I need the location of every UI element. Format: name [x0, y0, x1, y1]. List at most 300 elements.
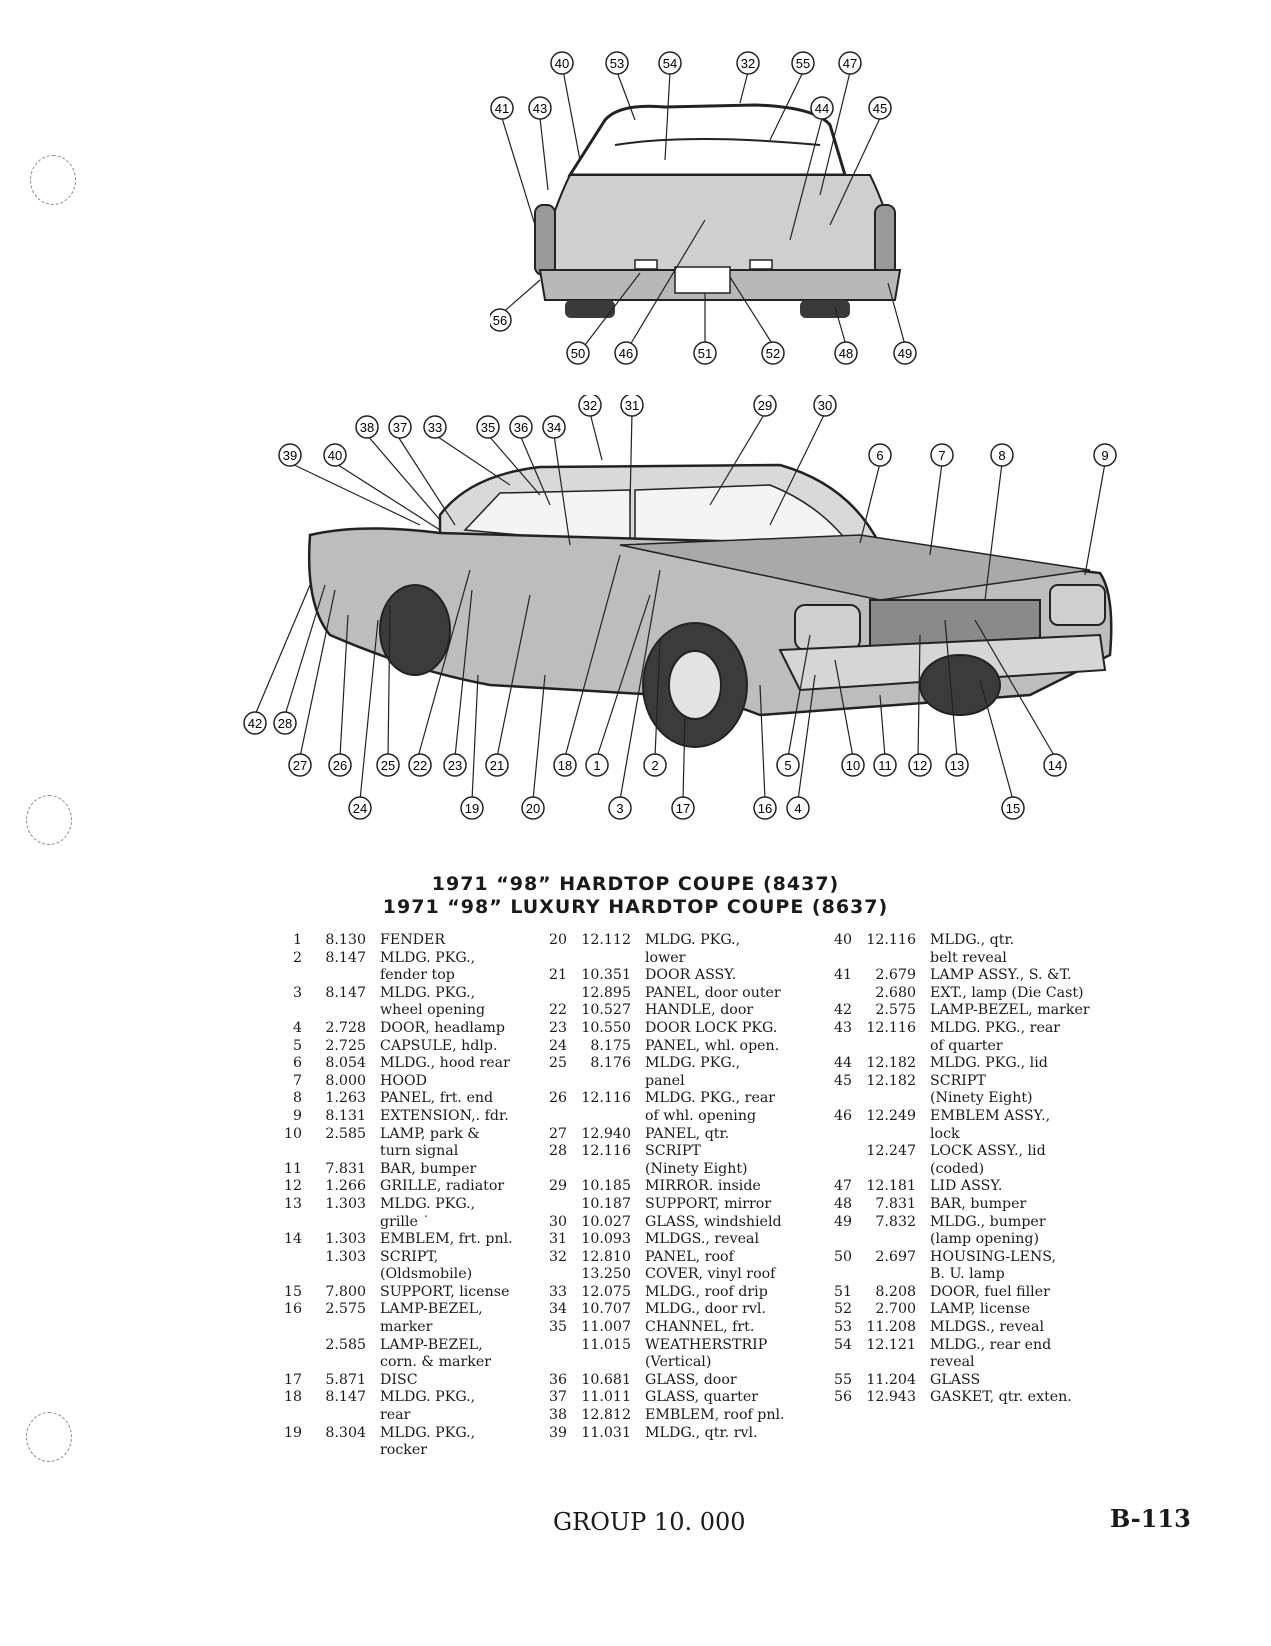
parts-list-item	[280, 950, 530, 985]
part-group-code: 12.182	[866, 1055, 916, 1072]
part-description: SUPPORT, license	[380, 1283, 510, 1300]
parts-list-item	[280, 1090, 530, 1108]
part-group-code: 2.585	[325, 1336, 366, 1353]
callout-53	[606, 52, 628, 74]
part-ref-number: 30	[548, 1213, 567, 1230]
part-description-continued: (Vertical)	[645, 1354, 712, 1371]
svg-text:32: 32	[740, 56, 756, 71]
page-number: B-113	[1110, 1504, 1191, 1533]
callout-39	[279, 444, 301, 466]
callout-14	[1044, 754, 1066, 776]
part-group-code: 2.679	[875, 967, 916, 984]
part-group-code: 11.011	[581, 1389, 631, 1406]
parts-list-item	[830, 1337, 1130, 1372]
callout-34	[543, 416, 565, 438]
part-group-code: 12.075	[581, 1283, 631, 1300]
callout-48	[835, 342, 857, 364]
parts-column-2	[545, 932, 815, 1442]
callout-15	[1002, 797, 1024, 819]
callout-43	[529, 97, 551, 119]
front-view-diagram	[240, 395, 1140, 855]
part-ref-number: 49	[833, 1213, 852, 1230]
parts-list-item	[280, 1020, 530, 1038]
svg-text:56: 56	[492, 313, 508, 328]
svg-text:39: 39	[282, 448, 298, 463]
svg-text:12: 12	[912, 758, 928, 773]
punch-hole-middle	[26, 795, 72, 845]
callout-4	[787, 797, 809, 819]
parts-list-item	[280, 1073, 530, 1091]
part-description: GLASS	[930, 1371, 981, 1388]
svg-text:4: 4	[794, 801, 802, 816]
part-ref-number: 53	[833, 1319, 852, 1336]
callout-49	[894, 342, 916, 364]
part-group-code: 2.700	[875, 1301, 916, 1318]
parts-list-item	[280, 932, 530, 950]
part-group-code: 8.054	[325, 1055, 366, 1072]
part-group-code: 2.725	[325, 1037, 366, 1054]
part-group-code: 10.550	[581, 1019, 631, 1036]
part-ref-number: 24	[548, 1037, 567, 1054]
part-group-code: 2.575	[875, 1002, 916, 1019]
parts-list-item	[545, 1425, 815, 1443]
part-group-code: 12.247	[866, 1143, 916, 1160]
part-description: SCRIPT	[645, 1143, 701, 1160]
svg-text:35: 35	[480, 420, 496, 435]
svg-text:40: 40	[327, 448, 343, 463]
part-description: GLASS, door	[645, 1371, 737, 1388]
callout-8	[991, 444, 1013, 466]
callout-52	[762, 342, 784, 364]
part-ref-number: 1	[292, 932, 302, 948]
part-description: LAMP, license	[930, 1301, 1031, 1318]
part-group-code: 12.116	[581, 1090, 631, 1107]
part-ref-number: 36	[548, 1371, 567, 1388]
svg-text:38: 38	[359, 420, 375, 435]
part-ref-number: 46	[833, 1107, 852, 1124]
part-description-continued: panel	[645, 1072, 685, 1089]
part-description: MLDG. PKG., lid	[930, 1055, 1048, 1072]
svg-text:55: 55	[795, 56, 811, 71]
parts-list-item	[280, 1178, 530, 1196]
part-description: LID ASSY.	[930, 1178, 1003, 1195]
parts-list-item	[280, 1108, 530, 1126]
part-group-code: 11.208	[866, 1319, 916, 1336]
callout-51	[694, 342, 716, 364]
svg-text:40: 40	[554, 56, 570, 71]
part-description: GASKET, qtr. exten.	[930, 1389, 1072, 1406]
part-description-continued: (Ninety Eight)	[645, 1160, 748, 1177]
rear-view-diagram	[490, 45, 950, 375]
part-group-code: 12.249	[866, 1107, 916, 1124]
part-ref-number: 47	[833, 1178, 852, 1195]
part-description: EMBLEM, roof pnl.	[645, 1407, 785, 1424]
part-description-continued: (lamp opening)	[930, 1231, 1040, 1248]
parts-list-item	[280, 1249, 530, 1284]
part-ref-number: 4	[292, 1019, 302, 1036]
part-description-continued: of whl. opening	[645, 1107, 757, 1124]
parts-list-item	[545, 1214, 815, 1232]
part-description: DOOR, headlamp	[380, 1019, 505, 1036]
callout-31	[621, 395, 643, 416]
parts-list-item	[280, 1055, 530, 1073]
part-description-continued: rear	[380, 1407, 411, 1424]
parts-list-item	[830, 967, 1130, 985]
callout-47	[839, 52, 861, 74]
part-group-code: 1.303	[325, 1231, 366, 1248]
svg-text:47: 47	[842, 56, 858, 71]
part-group-code: 2.697	[875, 1248, 916, 1265]
svg-text:37: 37	[392, 420, 408, 435]
callout-35	[477, 416, 499, 438]
part-description: MLDG., bumper	[930, 1213, 1046, 1230]
part-description: EMBLEM ASSY.,	[930, 1107, 1051, 1124]
parts-list-item	[280, 1372, 530, 1390]
svg-text:19: 19	[464, 801, 480, 816]
svg-text:34: 34	[546, 420, 562, 435]
parts-list-item	[830, 1372, 1130, 1390]
parts-list-item	[545, 1090, 815, 1125]
callout-40	[324, 444, 346, 466]
parts-list-item	[280, 1161, 530, 1179]
callout-2	[644, 754, 666, 776]
part-description: DOOR, fuel filler	[930, 1283, 1050, 1300]
part-group-code: 11.031	[581, 1424, 631, 1441]
part-ref-number: 17	[283, 1371, 302, 1388]
part-group-code: 11.204	[866, 1371, 916, 1388]
part-description: GLASS, quarter	[645, 1389, 759, 1406]
part-group-code: 8.176	[590, 1055, 631, 1072]
part-description: MLDGS., reveal	[645, 1231, 759, 1248]
part-group-code: 12.812	[581, 1407, 631, 1424]
part-ref-number: 6	[292, 1055, 302, 1072]
part-description: DOOR ASSY.	[645, 967, 737, 984]
part-description-continued: rocker	[380, 1442, 428, 1459]
part-description: DISC	[380, 1371, 418, 1388]
part-description-continued: lower	[645, 949, 686, 966]
part-description: MLDG. PKG., rear	[930, 1019, 1061, 1036]
part-group-code: 12.116	[581, 1143, 631, 1160]
part-ref-number: 33	[548, 1283, 567, 1300]
parts-list-item	[545, 1301, 815, 1319]
part-ref-number: 39	[548, 1424, 567, 1441]
parts-list-item	[545, 1249, 815, 1267]
part-description: MLDGS., reveal	[930, 1319, 1044, 1336]
parts-list-item	[830, 1196, 1130, 1214]
part-description: BAR, bumper	[930, 1195, 1027, 1212]
part-group-code: 8.208	[875, 1283, 916, 1300]
part-ref-number: 45	[833, 1072, 852, 1089]
part-description-continued: of quarter	[930, 1037, 1003, 1054]
parts-list-item	[830, 1143, 1130, 1178]
part-ref-number: 8	[292, 1090, 302, 1107]
svg-text:45: 45	[872, 101, 888, 116]
part-description: MLDG., rear end	[930, 1336, 1052, 1353]
part-group-code: 8.131	[325, 1107, 366, 1124]
part-ref-number: 56	[833, 1389, 852, 1406]
part-ref-number: 52	[833, 1301, 852, 1318]
part-description: MLDG. PKG.,	[380, 1389, 476, 1406]
part-description: LOCK ASSY., lid	[930, 1143, 1046, 1160]
parts-list-item	[280, 1389, 530, 1424]
svg-text:31: 31	[624, 398, 640, 413]
part-ref-number: 28	[548, 1143, 567, 1160]
part-group-code: 10.187	[581, 1195, 631, 1212]
callout-32	[579, 395, 601, 416]
part-description-continued: turn signal	[380, 1143, 459, 1160]
parts-list-item	[280, 1284, 530, 1302]
part-group-code: 12.181	[866, 1178, 916, 1195]
part-ref-number: 29	[548, 1178, 567, 1195]
parts-list-item	[280, 1231, 530, 1249]
parts-list-item	[830, 1301, 1130, 1319]
part-group-code: 1.303	[325, 1195, 366, 1212]
part-description: SUPPORT, mirror	[645, 1195, 772, 1212]
svg-text:2: 2	[651, 758, 659, 773]
part-ref-number: 15	[283, 1283, 302, 1300]
svg-text:43: 43	[532, 101, 548, 116]
part-description: LAMP-BEZEL, marker	[930, 1002, 1090, 1019]
parts-list-item	[830, 1055, 1130, 1073]
parts-list-item	[830, 1108, 1130, 1143]
svg-text:10: 10	[845, 758, 861, 773]
part-description: LAMP, park &	[380, 1125, 480, 1142]
part-ref-number: 2	[292, 949, 302, 966]
parts-list-item	[545, 967, 815, 985]
svg-text:48: 48	[838, 346, 854, 361]
part-ref-number: 11	[283, 1160, 302, 1177]
part-description: MLDG. PKG., rear	[645, 1090, 776, 1107]
part-description: EMBLEM, frt. pnl.	[380, 1231, 513, 1248]
part-group-code: 8.147	[325, 949, 366, 966]
svg-text:36: 36	[513, 420, 529, 435]
part-group-code: 12.116	[866, 932, 916, 948]
part-description: EXTENSION,. fdr.	[380, 1107, 509, 1124]
part-group-code: 10.707	[581, 1301, 631, 1318]
part-description: DOOR LOCK PKG.	[645, 1019, 778, 1036]
part-description: HOUSING-LENS,	[930, 1248, 1057, 1265]
part-group-code: 8.147	[325, 984, 366, 1001]
part-group-code: 10.527	[581, 1002, 631, 1019]
part-ref-number: 31	[548, 1231, 567, 1248]
part-description: GLASS, windshield	[645, 1213, 782, 1230]
parts-list-item	[545, 1020, 815, 1038]
callout-54	[659, 52, 681, 74]
part-ref-number: 51	[833, 1283, 852, 1300]
part-description: MLDG. PKG.,	[380, 1424, 476, 1441]
part-ref-number: 3	[292, 984, 302, 1001]
part-ref-number: 41	[833, 967, 852, 984]
parts-list-item	[545, 1178, 815, 1196]
part-group-code: 12.943	[866, 1389, 916, 1406]
callout-37	[389, 416, 411, 438]
part-description: LAMP-BEZEL,	[380, 1336, 483, 1353]
callout-55	[792, 52, 814, 74]
callout-33	[424, 416, 446, 438]
svg-text:28: 28	[277, 716, 293, 731]
part-description-continued: fender top	[380, 967, 455, 984]
svg-text:14: 14	[1047, 758, 1063, 773]
callout-36	[510, 416, 532, 438]
part-description: COVER, vinyl roof	[645, 1266, 776, 1283]
parts-list-item	[280, 985, 530, 1020]
svg-text:32: 32	[582, 398, 598, 413]
part-ref-number: 19	[283, 1424, 302, 1441]
punch-hole-bottom	[26, 1412, 72, 1462]
part-description-continued: B. U. lamp	[930, 1266, 1005, 1283]
part-group-code: 8.147	[325, 1389, 366, 1406]
svg-text:13: 13	[949, 758, 965, 773]
part-description: GRILLE, radiator	[380, 1178, 505, 1195]
part-description-continued: (Ninety Eight)	[930, 1090, 1033, 1107]
part-description: MLDG. PKG.,	[380, 984, 476, 1001]
part-group-code: 10.681	[581, 1371, 631, 1388]
part-group-code: 7.800	[325, 1283, 366, 1300]
parts-list-item	[545, 1231, 815, 1249]
svg-text:52: 52	[765, 346, 781, 361]
callout-46	[615, 342, 637, 364]
part-ref-number: 23	[548, 1019, 567, 1036]
parts-list-item	[545, 1407, 815, 1425]
part-group-code: 7.832	[875, 1213, 916, 1230]
part-ref-number: 18	[283, 1389, 302, 1406]
part-ref-number: 42	[833, 1002, 852, 1019]
svg-text:23: 23	[447, 758, 463, 773]
part-group-code: 12.121	[866, 1336, 916, 1353]
parts-list-item	[830, 1389, 1130, 1407]
callout-7	[931, 444, 953, 466]
part-group-code: 10.027	[581, 1213, 631, 1230]
parts-list-item	[545, 1055, 815, 1090]
part-group-code: 12.112	[581, 932, 631, 948]
part-ref-number: 48	[833, 1195, 852, 1212]
part-group-code: 1.303	[325, 1248, 366, 1265]
callout-44	[811, 97, 833, 119]
part-group-code: 5.871	[325, 1371, 366, 1388]
part-ref-number: 20	[548, 932, 567, 948]
parts-list-item	[830, 1249, 1130, 1284]
callout-11	[874, 754, 896, 776]
callout-19	[461, 797, 483, 819]
part-description: MLDG., door rvl.	[645, 1301, 766, 1318]
parts-list-item	[830, 932, 1130, 967]
part-description: PANEL, qtr.	[645, 1125, 730, 1142]
part-description: CAPSULE, hdlp.	[380, 1037, 498, 1054]
part-ref-number: 32	[548, 1248, 567, 1265]
svg-text:24: 24	[352, 801, 368, 816]
callout-16	[754, 797, 776, 819]
part-description: SCRIPT,	[380, 1248, 439, 1265]
title-line-2: 1971 “98” LUXURY HARDTOP COUPE (8637)	[382, 896, 889, 918]
part-group-code: 12.895	[581, 984, 631, 1001]
parts-list-item	[545, 1266, 815, 1284]
part-ref-number: 40	[833, 932, 852, 948]
parts-list-item	[545, 1002, 815, 1020]
callout-21	[486, 754, 508, 776]
callout-56	[490, 309, 511, 331]
part-description-continued: belt reveal	[930, 949, 1007, 966]
part-description-continued: grille ˙	[380, 1213, 430, 1230]
svg-text:44: 44	[814, 101, 830, 116]
part-ref-number: 26	[548, 1090, 567, 1107]
group-label: GROUP 10. 000	[553, 1508, 746, 1536]
part-ref-number: 35	[548, 1319, 567, 1336]
callout-25	[377, 754, 399, 776]
part-ref-number: 12	[283, 1178, 302, 1195]
parts-list-item	[545, 985, 815, 1003]
part-description: SCRIPT	[930, 1072, 986, 1089]
part-ref-number: 43	[833, 1019, 852, 1036]
parts-column-1	[280, 932, 530, 1460]
part-ref-number: 27	[548, 1125, 567, 1142]
part-description: MLDG. PKG.,	[645, 1055, 741, 1072]
parts-list-item	[545, 1372, 815, 1390]
svg-text:21: 21	[489, 758, 505, 773]
parts-list-item	[280, 1038, 530, 1056]
part-description: MLDG. PKG.,	[380, 949, 476, 966]
callout-6	[869, 444, 891, 466]
part-ref-number: 50	[833, 1248, 852, 1265]
svg-text:27: 27	[292, 758, 308, 773]
part-description-continued: (coded)	[930, 1160, 985, 1177]
parts-list-item	[830, 1284, 1130, 1302]
callout-10	[842, 754, 864, 776]
callout-13	[946, 754, 968, 776]
svg-text:33: 33	[427, 420, 443, 435]
part-description: BAR, bumper	[380, 1160, 477, 1177]
part-description-continued: (Oldsmobile)	[380, 1266, 473, 1283]
callout-24	[349, 797, 371, 819]
part-ref-number: 38	[548, 1407, 567, 1424]
rear-car-illustration	[535, 105, 900, 318]
part-description-continued: lock	[930, 1125, 960, 1142]
svg-text:50: 50	[570, 346, 586, 361]
part-description: MLDG., hood rear	[380, 1055, 510, 1072]
svg-text:49: 49	[897, 346, 913, 361]
part-group-code: 1.263	[325, 1090, 366, 1107]
callout-42	[244, 712, 266, 734]
part-description: PANEL, whl. open.	[645, 1037, 780, 1054]
callout-26	[329, 754, 351, 776]
part-description: MLDG. PKG.,	[380, 1195, 476, 1212]
part-group-code: 2.575	[325, 1301, 366, 1318]
part-ref-number: 13	[283, 1195, 302, 1212]
part-group-code: 10.185	[581, 1178, 631, 1195]
svg-text:18: 18	[557, 758, 573, 773]
part-ref-number: 44	[833, 1055, 852, 1072]
part-ref-number: 25	[548, 1055, 567, 1072]
title-line-1: 1971 “98” HARDTOP COUPE (8437)	[431, 873, 840, 895]
part-description: MLDG., roof drip	[645, 1283, 768, 1300]
svg-text:3: 3	[616, 801, 624, 816]
parts-list-item	[830, 1178, 1130, 1196]
svg-text:53: 53	[609, 56, 625, 71]
parts-list-item	[830, 1073, 1130, 1108]
part-ref-number: 14	[283, 1231, 302, 1248]
part-group-code: 7.831	[325, 1160, 366, 1177]
svg-text:41: 41	[494, 101, 510, 116]
parts-list-item	[830, 1214, 1130, 1249]
part-ref-number: 9	[292, 1107, 302, 1124]
part-group-code: 8.304	[325, 1424, 366, 1441]
callout-30	[814, 395, 836, 416]
part-description: EXT., lamp (Die Cast)	[930, 984, 1084, 1001]
part-ref-number: 21	[548, 967, 567, 984]
part-description: HOOD	[380, 1072, 428, 1089]
part-group-code: 12.182	[866, 1072, 916, 1089]
part-description: MIRROR. inside	[645, 1178, 761, 1195]
parts-list-item	[545, 1284, 815, 1302]
